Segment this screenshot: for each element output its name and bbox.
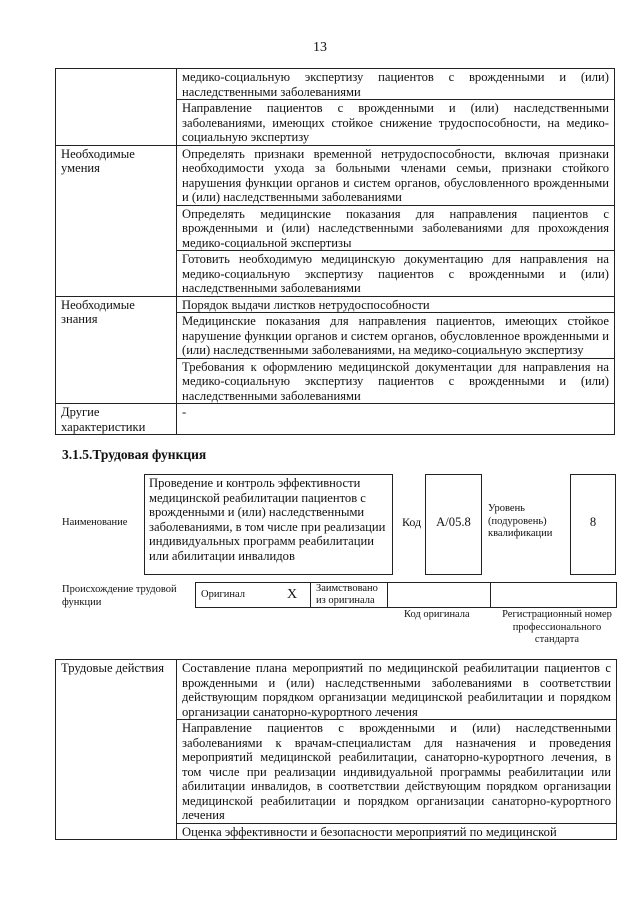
row-label-skills: Необходимые умения	[56, 145, 177, 296]
actions-table	[55, 659, 617, 840]
origin-reg-cell	[491, 583, 617, 608]
reg-caption: Регистрационный номер профессионального стандарта	[502, 609, 612, 645]
code-label: Код	[402, 515, 422, 529]
table-row	[56, 69, 615, 100]
function-name: Проведение и контроль эффективности медицинской реабилитации пациентов с врожденными и (или) наследственными заболеваниями, в том числе при реализации индивидуальных программ реабилитации или абилитации инвалидов	[144, 474, 393, 575]
origin-code-cell	[388, 583, 491, 608]
table-cell: Медицинские показания для направления пациентов, имеющих стойкое нарушение функции органов и систем органов, обусловленное врожденными и (или) наследственными заболеваниями, на медико-социальную экспертизу	[177, 313, 615, 359]
table-cell: Направление пациентов с врожденными и (или) наследственными заболеваниями к врачам-специалистам для назначения и проведения мероприятий медицинской реабилитации, санаторно-курортного лечения, в том числе при реализации индивидуальной программы реабилитации или абилитации инвалидов, в соответствии действующим порядком организации медицинской реабилитации и порядком организации санаторно-курортного лечения	[177, 720, 617, 824]
borrowed-label: Заимствовано из оригинала	[311, 583, 388, 608]
table-cell: Порядок выдачи листков нетрудоспособности	[177, 296, 615, 313]
skills-knowledge-table	[55, 68, 615, 435]
original-label: Оригинал	[196, 583, 275, 608]
table-cell: Оценка эффективности и безопасности мероприятий по медицинской	[177, 823, 617, 840]
level-label: Уровень (подуровень) квалификации	[488, 503, 553, 539]
table-cell: -	[177, 404, 615, 435]
table-row	[56, 660, 617, 720]
function-code: A/05.8	[425, 474, 482, 575]
section-heading: 3.1.5.Трудовая функция	[62, 447, 207, 462]
name-label: Наименование	[62, 517, 128, 528]
table-cell: Направление пациентов с врожденными и (или) наследственными заболеваниями, имеющих стойкое снижение трудоспособности, на медико-социальную экспертизу	[177, 100, 615, 146]
qualification-level: 8	[570, 474, 616, 575]
table-cell: Определять признаки временной нетрудоспособности, включая признаки необходимости ухода за больными членами семьи, признаки стойкого нарушения функции органов и систем органов, обусловленного врожденными и (или) наследственными заболеваниями	[177, 145, 615, 205]
origin-label: Происхождение трудовой функции	[62, 584, 177, 608]
row-label-other: Другие характеристики	[56, 404, 177, 435]
origin-table	[195, 582, 617, 608]
row-label	[56, 69, 177, 146]
table-cell: Составление плана мероприятий по медицинской реабилитации пациентов с врожденными и (или) наследственными заболеваниями в соответствии действующим порядком организации медицинской реабилитации и порядком организации санаторно-курортного лечения	[177, 660, 617, 720]
table-cell: Требования к оформлению медицинской документации для направления на медико-социальную экспертизу пациентов с врожденными и (или) наследственными заболеваниями	[177, 358, 615, 404]
original-mark: X	[274, 583, 311, 608]
table-row	[56, 145, 615, 205]
table-row	[56, 404, 615, 435]
table-row	[56, 296, 615, 313]
table-cell: Определять медицинские показания для направления пациентов с врожденными и (или) наследственными заболеваниями для прохождения медико-социальной экспертизы	[177, 205, 615, 251]
table-cell: медико-социальную экспертизу пациентов с врожденными и (или) наследственными заболеваниями	[177, 69, 615, 100]
row-label-knowledge: Необходимые знания	[56, 296, 177, 404]
table-cell: Готовить необходимую медицинскую документацию для направления на медико-социальную экспертизу пациентов с врожденными и (или) наследственными заболеваниями	[177, 251, 615, 297]
row-label-actions: Трудовые действия	[56, 660, 177, 840]
page-number: 13	[313, 40, 327, 55]
code-caption: Код оригинала	[404, 609, 470, 620]
